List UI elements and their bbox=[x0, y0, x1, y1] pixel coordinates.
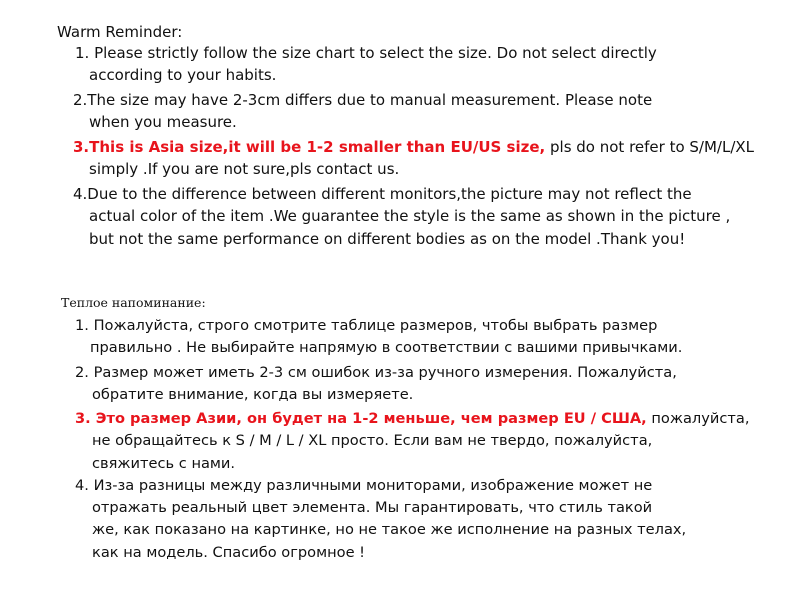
russian-item-4-line-3: же, как показано на картинке, но не такое же исполнение на разных телах, bbox=[92, 521, 687, 538]
russian-item-3-rest: пожалуйста, bbox=[646, 410, 750, 427]
english-item-2-line-1: 2.The size may have 2-3cm differs due to manual measurement. Please note bbox=[73, 91, 653, 109]
english-item-3-line-1 bbox=[73, 138, 754, 156]
russian-item-3-line-3: свяжитесь с нами. bbox=[92, 455, 236, 472]
russian-item-2-line-2: обратите внимание, когда вы измеряете. bbox=[92, 386, 414, 403]
russian-size-warning: 3. Это размер Азии, он будет на 1-2 меньше, чем размер EU / США, bbox=[75, 410, 647, 427]
russian-item-4-line-1: 4. Из-за разницы между различными мониторами, изображение может не bbox=[75, 477, 653, 494]
russian-item-2-line-1: 2. Размер может иметь 2-3 см ошибок из-за ручного измерения. Пожалуйста, bbox=[75, 364, 677, 381]
russian-title: Теплое напоминание: bbox=[61, 295, 206, 310]
english-item-3-rest: pls do not refer to S/M/L/XL bbox=[545, 138, 755, 156]
russian-item-4-line-2: отражать реальный цвет элемента. Мы гарантировать, что стиль такой bbox=[92, 499, 653, 516]
english-item-3-line-2: simply .If you are not sure,pls contact us. bbox=[89, 160, 400, 178]
english-size-warning: 3.This is Asia size,it will be 1-2 smaller than EU/US size, bbox=[73, 138, 546, 156]
russian-item-4-line-4: как на модель. Спасибо огромное ! bbox=[92, 544, 366, 561]
english-item-4-line-1: 4.Due to the difference between different monitors,the picture may not reflect the bbox=[73, 185, 692, 203]
english-item-1-line-1: 1. Please strictly follow the size chart to select the size. Do not select directly bbox=[75, 44, 657, 62]
english-title: Warm Reminder: bbox=[57, 23, 183, 41]
english-item-2-line-2: when you measure. bbox=[89, 113, 237, 131]
russian-item-3-line-1 bbox=[75, 410, 749, 428]
english-item-4-line-3: but not the same performance on different bodies as on the model .Thank you! bbox=[89, 230, 686, 248]
russian-item-1-line-1: 1. Пожалуйста, строго смотрите таблице размеров, чтобы выбрать размер bbox=[75, 317, 658, 334]
russian-item-3-line-2: не обращайтесь к S / M / L / XL просто. Если вам не твердо, пожалуйста, bbox=[92, 432, 653, 449]
english-item-4-line-2: actual color of the item .We guarantee the style is the same as shown in the picture , bbox=[89, 207, 731, 225]
russian-item-1-line-2: правильно . Не выбирайте напрямую в соответствии с вашими привычками. bbox=[90, 339, 683, 356]
english-item-1-line-2: according to your habits. bbox=[89, 66, 277, 84]
